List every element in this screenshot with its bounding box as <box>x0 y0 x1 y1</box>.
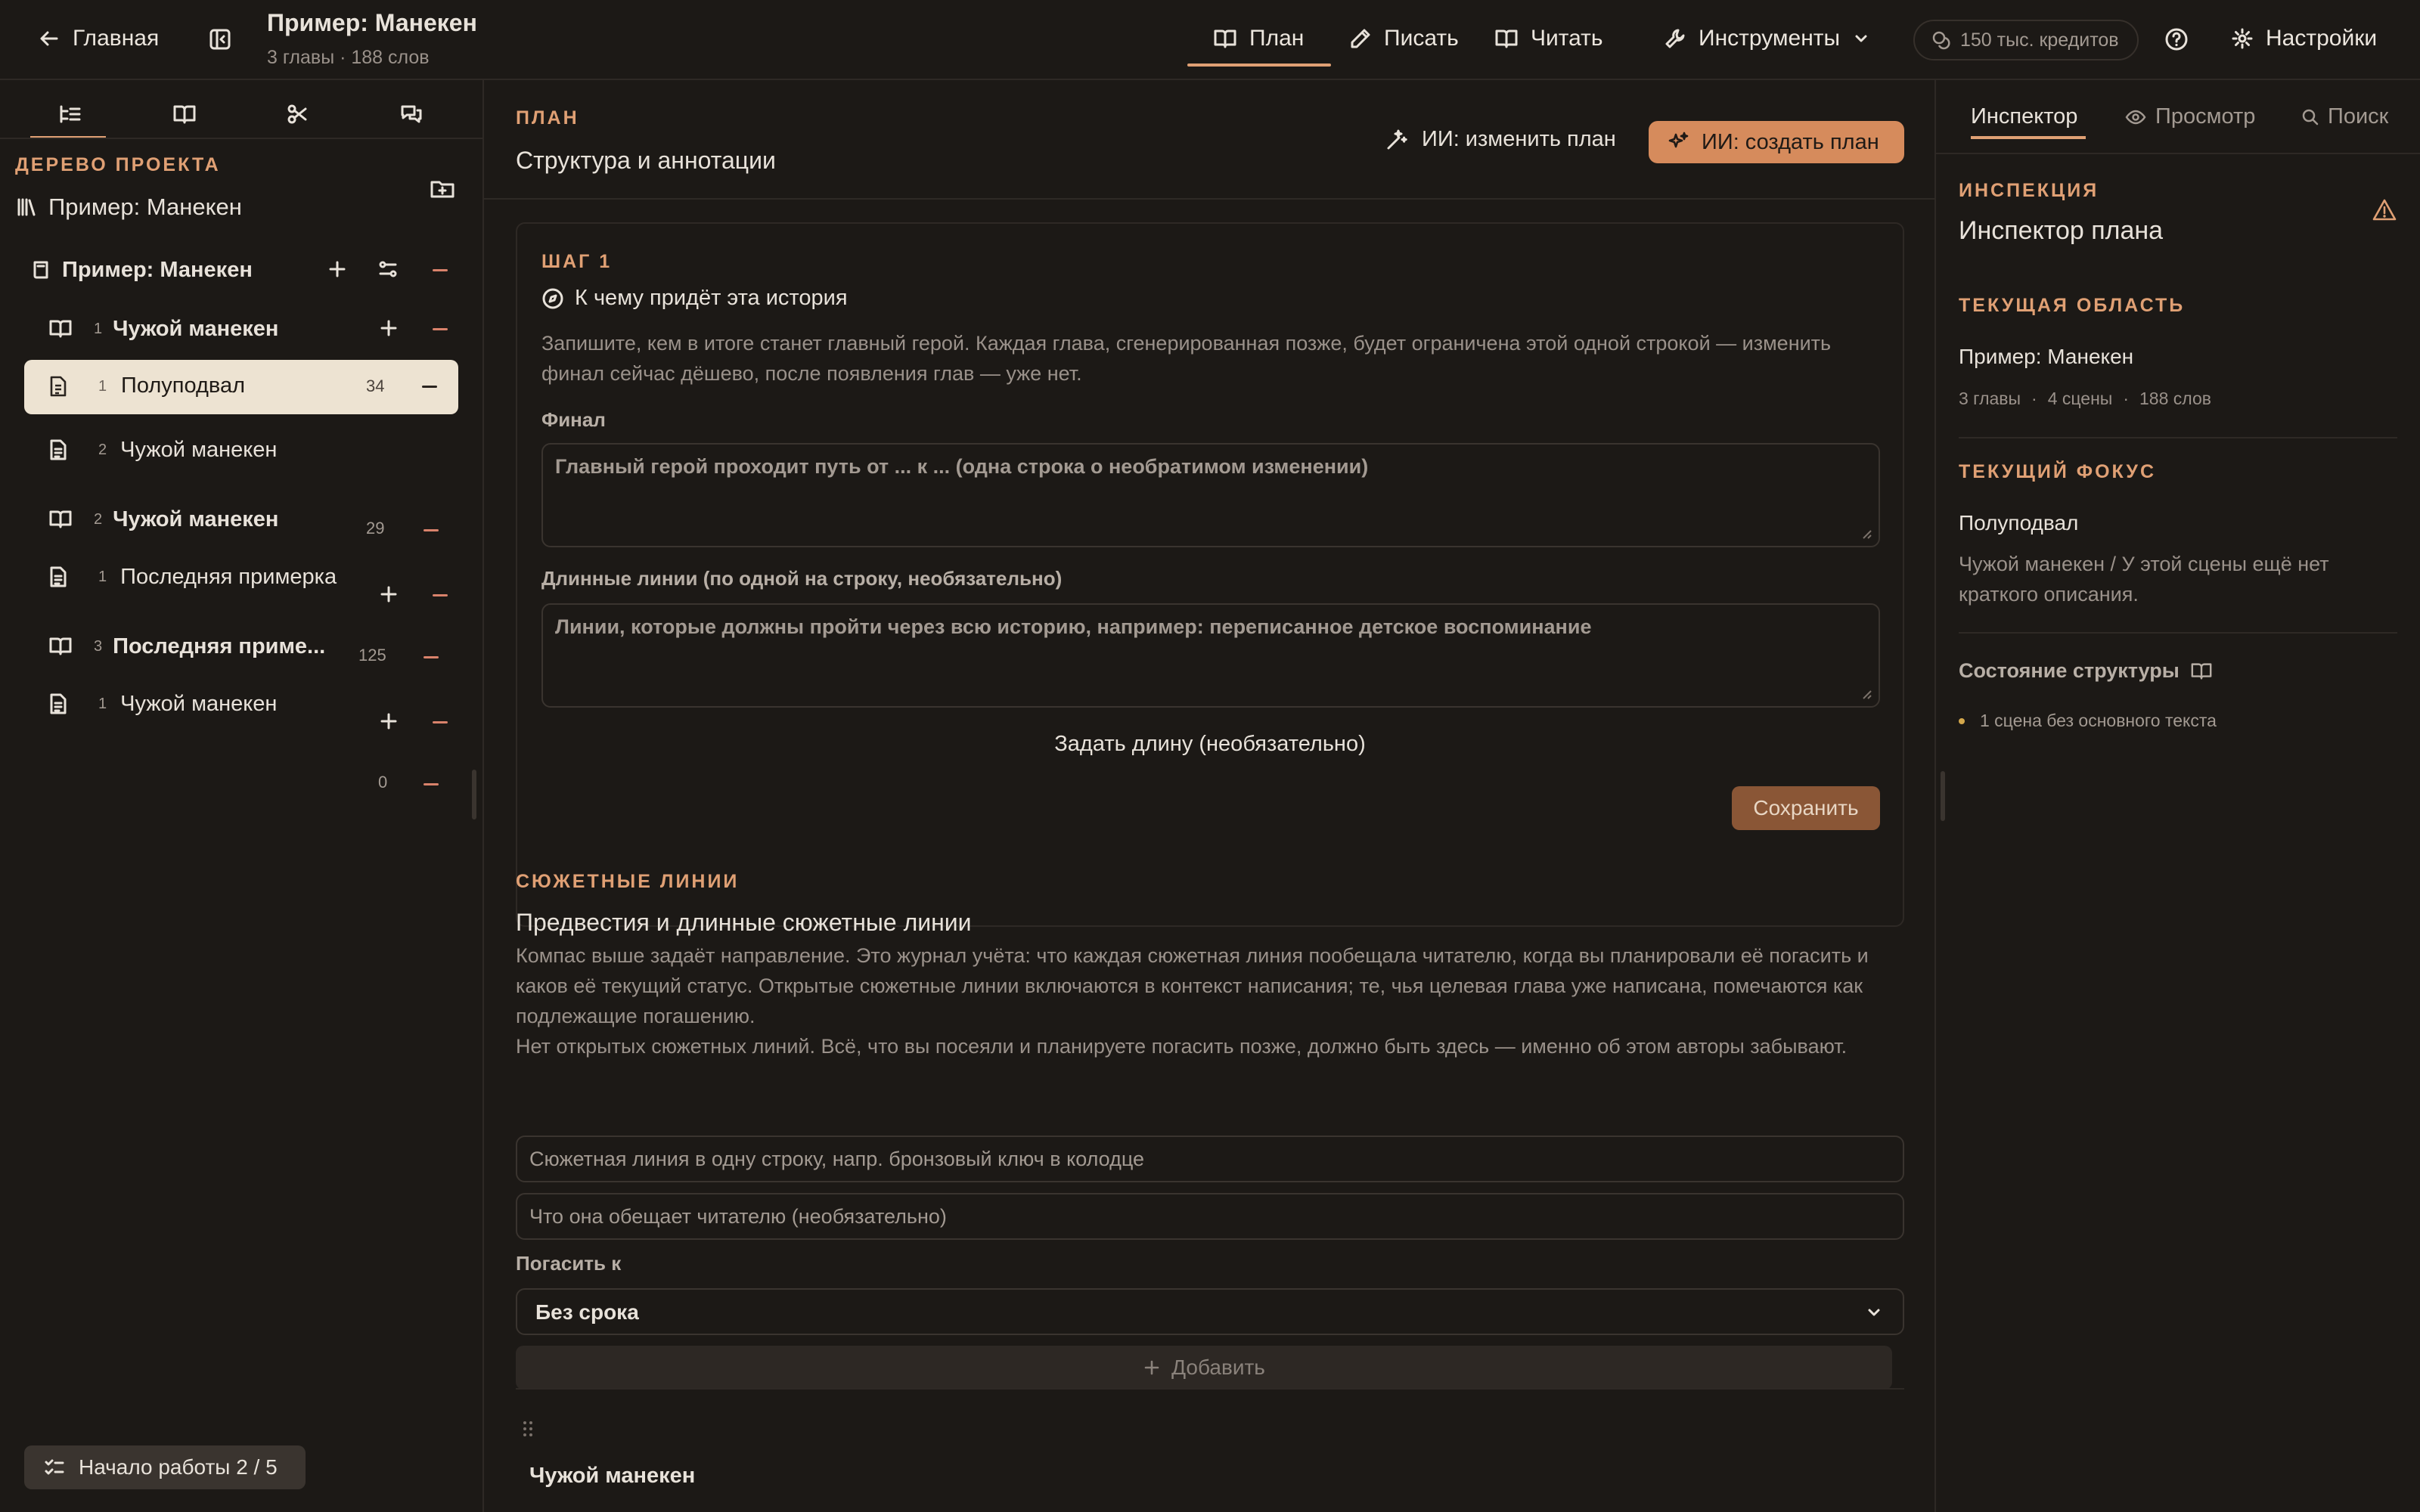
scene-number: 1 <box>98 695 107 712</box>
chapter-book-icon <box>48 318 73 339</box>
plan-title: Структура и аннотации <box>516 147 776 174</box>
chapter-title: Чужой манекен <box>113 507 279 531</box>
scene-title: Чужой манекен <box>120 437 278 462</box>
inspector-title: Инспектор плана <box>1959 216 2164 245</box>
scene-number: 1 <box>98 568 107 585</box>
due-label: Погасить к <box>516 1252 622 1275</box>
home-label: Главная <box>73 26 160 51</box>
long-lines-textarea[interactable] <box>541 603 1880 708</box>
inspection-label: ИНСПЕКЦИЯ <box>1959 180 2099 201</box>
chapter-title: Последняя приме... <box>113 634 326 658</box>
tab-inspector[interactable]: Инспектор <box>1971 104 2078 129</box>
tree-tab-icon[interactable] <box>57 103 82 125</box>
plotline-input[interactable] <box>516 1136 1904 1182</box>
structure-health-item <box>1959 711 2217 731</box>
chapter-number: 1 <box>94 320 103 337</box>
scene-number: 2 <box>98 441 107 458</box>
arrow-left-icon <box>38 27 60 50</box>
scene-row[interactable] <box>48 550 458 603</box>
sidebar-resize-handle[interactable] <box>472 770 476 820</box>
top-bar <box>0 0 2420 80</box>
plotlines-empty-note: Нет открытых сюжетных линий. Всё, что вы посеяли и планируете погасить позже, должно быть здесь — именно об этом авторы забывают. <box>516 1035 1848 1058</box>
scene-word-count: 0 <box>378 773 388 792</box>
library-icon <box>17 197 36 218</box>
divider <box>0 138 484 139</box>
focus-description: Чужой манекен / У этой сцены ещё нет краткого описания. <box>1959 553 2329 606</box>
focus-name: Полуподвал <box>1959 511 2079 534</box>
book-icon <box>30 259 51 280</box>
scope-words: 188 слов <box>2139 389 2211 408</box>
save-button[interactable]: Сохранить <box>1732 786 1880 830</box>
plan-main-panel <box>484 80 1936 1512</box>
remove-scene-icon[interactable] <box>422 386 437 388</box>
book-icon <box>1494 27 1519 50</box>
compass-icon <box>541 287 564 310</box>
document-icon <box>48 438 68 461</box>
tab-write[interactable] <box>1349 26 1459 51</box>
chapter-number: 3 <box>94 637 103 655</box>
remove-book-icon[interactable] <box>433 269 448 271</box>
tab-read-label: Читать <box>1531 26 1603 51</box>
remove-scene-icon[interactable] <box>424 783 439 785</box>
chapter-book-icon <box>48 509 73 530</box>
add-chapter-icon[interactable] <box>327 259 348 280</box>
tab-plan-label: План <box>1249 26 1305 51</box>
onboarding-button[interactable] <box>24 1445 306 1489</box>
due-selected-value: Без срока <box>535 1300 639 1324</box>
warning-icon[interactable] <box>2372 198 2397 222</box>
step-label: ШАГ 1 <box>541 251 613 272</box>
project-sidebar <box>0 80 484 1512</box>
plotlines-description: Компас выше задаёт направление. Это журнал учёта: что каждая сюжетная линия пообещала читателю, когда вы планировали её погасить и каков её текущий статус. Открытые сюжетные линии включаются в контекст написания; те, чья целевая глава уже написана, помечаются как подлежащие погашению. <box>516 944 1869 1027</box>
sparkles-icon <box>1667 131 1689 153</box>
structure-health-label: Состояние структуры <box>1959 659 2180 682</box>
scene-number: 1 <box>98 378 107 395</box>
sidebar-toggle-icon[interactable] <box>209 28 231 51</box>
tab-preview-label: Просмотр <box>2155 104 2256 129</box>
divider <box>1959 437 2397 438</box>
tools-label: Инструменты <box>1699 26 1841 51</box>
scope-label: ТЕКУЩАЯ ОБЛАСТЬ <box>1959 295 2186 316</box>
scope-scenes: 4 сцены <box>2047 389 2113 408</box>
book-open-icon <box>1213 27 1237 50</box>
set-length-link[interactable]: Задать длину (необязательно) <box>1054 732 1366 756</box>
plotline-placeholder: Сюжетная линия в одну строку, напр. бронзовый ключ в колодце <box>529 1148 1145 1170</box>
chevron-down-icon <box>1865 1303 1883 1321</box>
comments-tab-icon[interactable] <box>399 103 424 125</box>
scene-row-selected[interactable] <box>24 360 458 414</box>
onboarding-label: Начало работы 2 / 5 <box>79 1455 278 1479</box>
final-placeholder: Главный герой проходит путь от ... к ... (одна строка о необратимом изменении) <box>555 455 1369 478</box>
scene-title: Чужой манекен <box>120 691 278 716</box>
inspector-tab-indicator <box>1971 136 2086 139</box>
scope-chapters: 3 главы <box>1959 389 2021 408</box>
tab-preview[interactable] <box>2125 104 2255 129</box>
promise-input[interactable] <box>516 1193 1904 1240</box>
ai-create-plan-button[interactable] <box>1649 121 1904 163</box>
plotlines-title: Предвестия и длинные сюжетные линии <box>516 909 972 936</box>
gear-icon <box>2231 27 2254 50</box>
promise-placeholder: Что она обещает читателю (необязательно) <box>529 1205 947 1228</box>
scope-stats: 3 главы · 4 сцены · 188 слов <box>1959 389 2211 408</box>
tab-plan[interactable] <box>1213 26 1304 51</box>
divider <box>516 1388 1904 1390</box>
divider <box>1936 153 2420 154</box>
search-icon <box>2301 107 2320 127</box>
tree-section-label: ДЕРЕВО ПРОЕКТА <box>15 154 221 175</box>
resize-grip-icon[interactable] <box>1860 688 1872 700</box>
coins-icon <box>1931 30 1951 50</box>
chapter-row[interactable] <box>48 620 458 673</box>
divider <box>484 198 1936 200</box>
add-scene-icon[interactable] <box>378 318 399 339</box>
structure-health-header <box>1959 659 2213 683</box>
scene-row[interactable] <box>48 423 458 476</box>
long-lines-placeholder: Линии, которые должны пройти через всю историю, например: переписанное детское воспоминание <box>555 615 1592 638</box>
scene-title: Последняя примерка <box>120 564 337 589</box>
scene-row[interactable] <box>48 677 458 730</box>
ai-edit-label: ИИ: изменить план <box>1422 127 1616 151</box>
ai-create-label: ИИ: создать план <box>1702 129 1879 154</box>
chevron-down-icon <box>1852 29 1870 48</box>
plus-icon <box>1143 1359 1161 1377</box>
library-title: Пример: Манекен <box>48 194 242 220</box>
chapter-card-title: Чужой манекен <box>529 1464 696 1488</box>
chapter-row[interactable] <box>48 493 458 546</box>
scissors-tab-icon[interactable] <box>286 103 309 125</box>
plan-section-label: ПЛАН <box>516 107 579 129</box>
book-title: Пример: Манекен <box>62 257 253 282</box>
step-title <box>541 286 848 311</box>
scene-word-count: 125 <box>358 646 386 665</box>
drag-handle-icon[interactable] <box>522 1420 534 1438</box>
new-folder-icon[interactable] <box>430 177 455 200</box>
focus-label: ТЕКУЩИЙ ФОКУС <box>1959 461 2157 482</box>
tab-search[interactable] <box>2301 104 2388 129</box>
scene-word-count: 34 <box>366 376 385 395</box>
scope-name: Пример: Манекен <box>1959 345 2134 368</box>
document-icon <box>48 375 68 398</box>
reorder-icon[interactable] <box>377 259 399 280</box>
divider <box>1959 632 2397 634</box>
document-icon <box>48 565 68 588</box>
final-label: Финал <box>541 408 606 431</box>
tab-search-label: Поиск <box>2328 104 2389 129</box>
remove-chapter-icon[interactable] <box>433 328 448 330</box>
step-card <box>516 222 1904 927</box>
scene-title: Полуподвал <box>121 373 246 398</box>
add-plotline-button[interactable] <box>516 1346 1892 1390</box>
eye-icon <box>2125 108 2146 126</box>
credits-badge[interactable] <box>1913 20 2139 60</box>
checklist-icon <box>44 1458 65 1477</box>
ai-edit-plan-button[interactable] <box>1385 127 1616 152</box>
help-icon[interactable] <box>2164 27 2189 51</box>
document-icon <box>48 692 68 715</box>
inspector-resize-handle[interactable] <box>1941 771 1945 821</box>
resize-grip-icon[interactable] <box>1860 528 1872 540</box>
book-tab-icon[interactable] <box>172 103 197 125</box>
chapter-book-icon <box>48 636 73 657</box>
settings-label: Настройки <box>2266 26 2378 51</box>
final-textarea[interactable] <box>541 443 1880 547</box>
health-item-text: 1 сцена без основного текста <box>1980 711 2217 730</box>
settings-button[interactable] <box>2231 26 2377 51</box>
wrench-icon <box>1664 27 1686 50</box>
add-label: Добавить <box>1171 1356 1265 1379</box>
active-tab-indicator <box>1187 64 1331 67</box>
home-button[interactable] <box>38 26 159 51</box>
chapter-title: Чужой манекен <box>113 316 279 341</box>
tab-write-label: Писать <box>1384 26 1459 51</box>
tab-read[interactable] <box>1494 26 1603 51</box>
chapter-number: 2 <box>94 510 103 528</box>
magic-wand-icon <box>1385 129 1408 151</box>
project-meta: 3 главы · 188 слов <box>267 47 430 68</box>
project-title: Пример: Манекен <box>267 9 477 36</box>
library-root[interactable] <box>17 194 242 221</box>
tools-menu[interactable] <box>1664 26 1870 51</box>
step-title-text: К чему придёт эта история <box>575 286 848 310</box>
credits-label: 150 тыс. кредитов <box>1960 29 2119 51</box>
scene-word-count: 29 <box>366 519 385 538</box>
step-description: Запишите, кем в итоге станет главный герой. Каждая глава, сгенерированная позже, будет ограничена этой одной строкой — изменить финал сейчас дёшево, после появления глав — уже нет. <box>541 332 1832 385</box>
due-select[interactable] <box>516 1288 1904 1335</box>
status-dot <box>1959 718 1965 724</box>
book-open-icon <box>2190 661 2213 682</box>
plotlines-label: СЮЖЕТНЫЕ ЛИНИИ <box>516 871 740 892</box>
inspector-panel <box>1936 80 2420 1512</box>
long-lines-label: Длинные линии (по одной на строку, необязательно) <box>541 567 1063 590</box>
pencil-icon <box>1349 27 1372 50</box>
